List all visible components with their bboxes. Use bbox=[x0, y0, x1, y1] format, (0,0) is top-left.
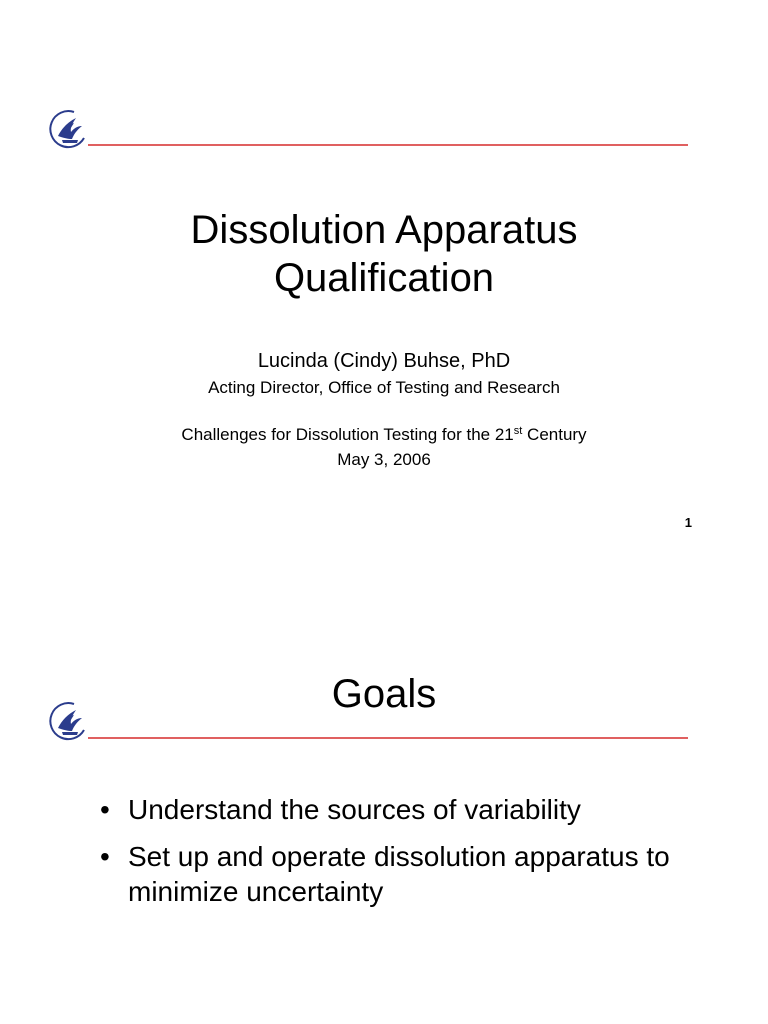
event-superscript: st bbox=[513, 425, 523, 437]
header-rule bbox=[88, 144, 688, 146]
slide-title bbox=[0, 670, 768, 718]
bullet-icon: • bbox=[100, 794, 110, 825]
hhs-eagle-logo-icon bbox=[44, 698, 90, 744]
header-rule bbox=[88, 737, 688, 739]
goals-title: Goals bbox=[331, 672, 437, 716]
page-number: 1 bbox=[684, 515, 692, 530]
slide-2 bbox=[0, 560, 768, 1024]
hhs-eagle-logo-icon bbox=[44, 106, 90, 152]
title-line-2: Qualification bbox=[273, 256, 495, 300]
title-line-1: Dissolution Apparatus bbox=[190, 208, 578, 252]
author-role: Acting Director, Office of Testing and Research bbox=[208, 378, 560, 397]
bullet-text: Set up and operate dissolution apparatus to minimize uncertainty bbox=[128, 841, 670, 907]
list-item bbox=[100, 839, 720, 909]
author-name: Lucinda (Cindy) Buhse, PhD bbox=[257, 350, 511, 372]
event-date: May 3, 2006 bbox=[337, 450, 431, 469]
slide-title bbox=[0, 206, 768, 302]
list-item bbox=[100, 792, 720, 827]
event-name bbox=[0, 424, 768, 445]
event-prefix: Challenges for Dissolution Testing for the 21 bbox=[181, 425, 514, 444]
bullet-text: Understand the sources of variability bbox=[128, 794, 581, 825]
goals-list bbox=[100, 792, 720, 921]
bullet-icon: • bbox=[100, 841, 110, 872]
event-suffix: Century bbox=[522, 425, 587, 444]
